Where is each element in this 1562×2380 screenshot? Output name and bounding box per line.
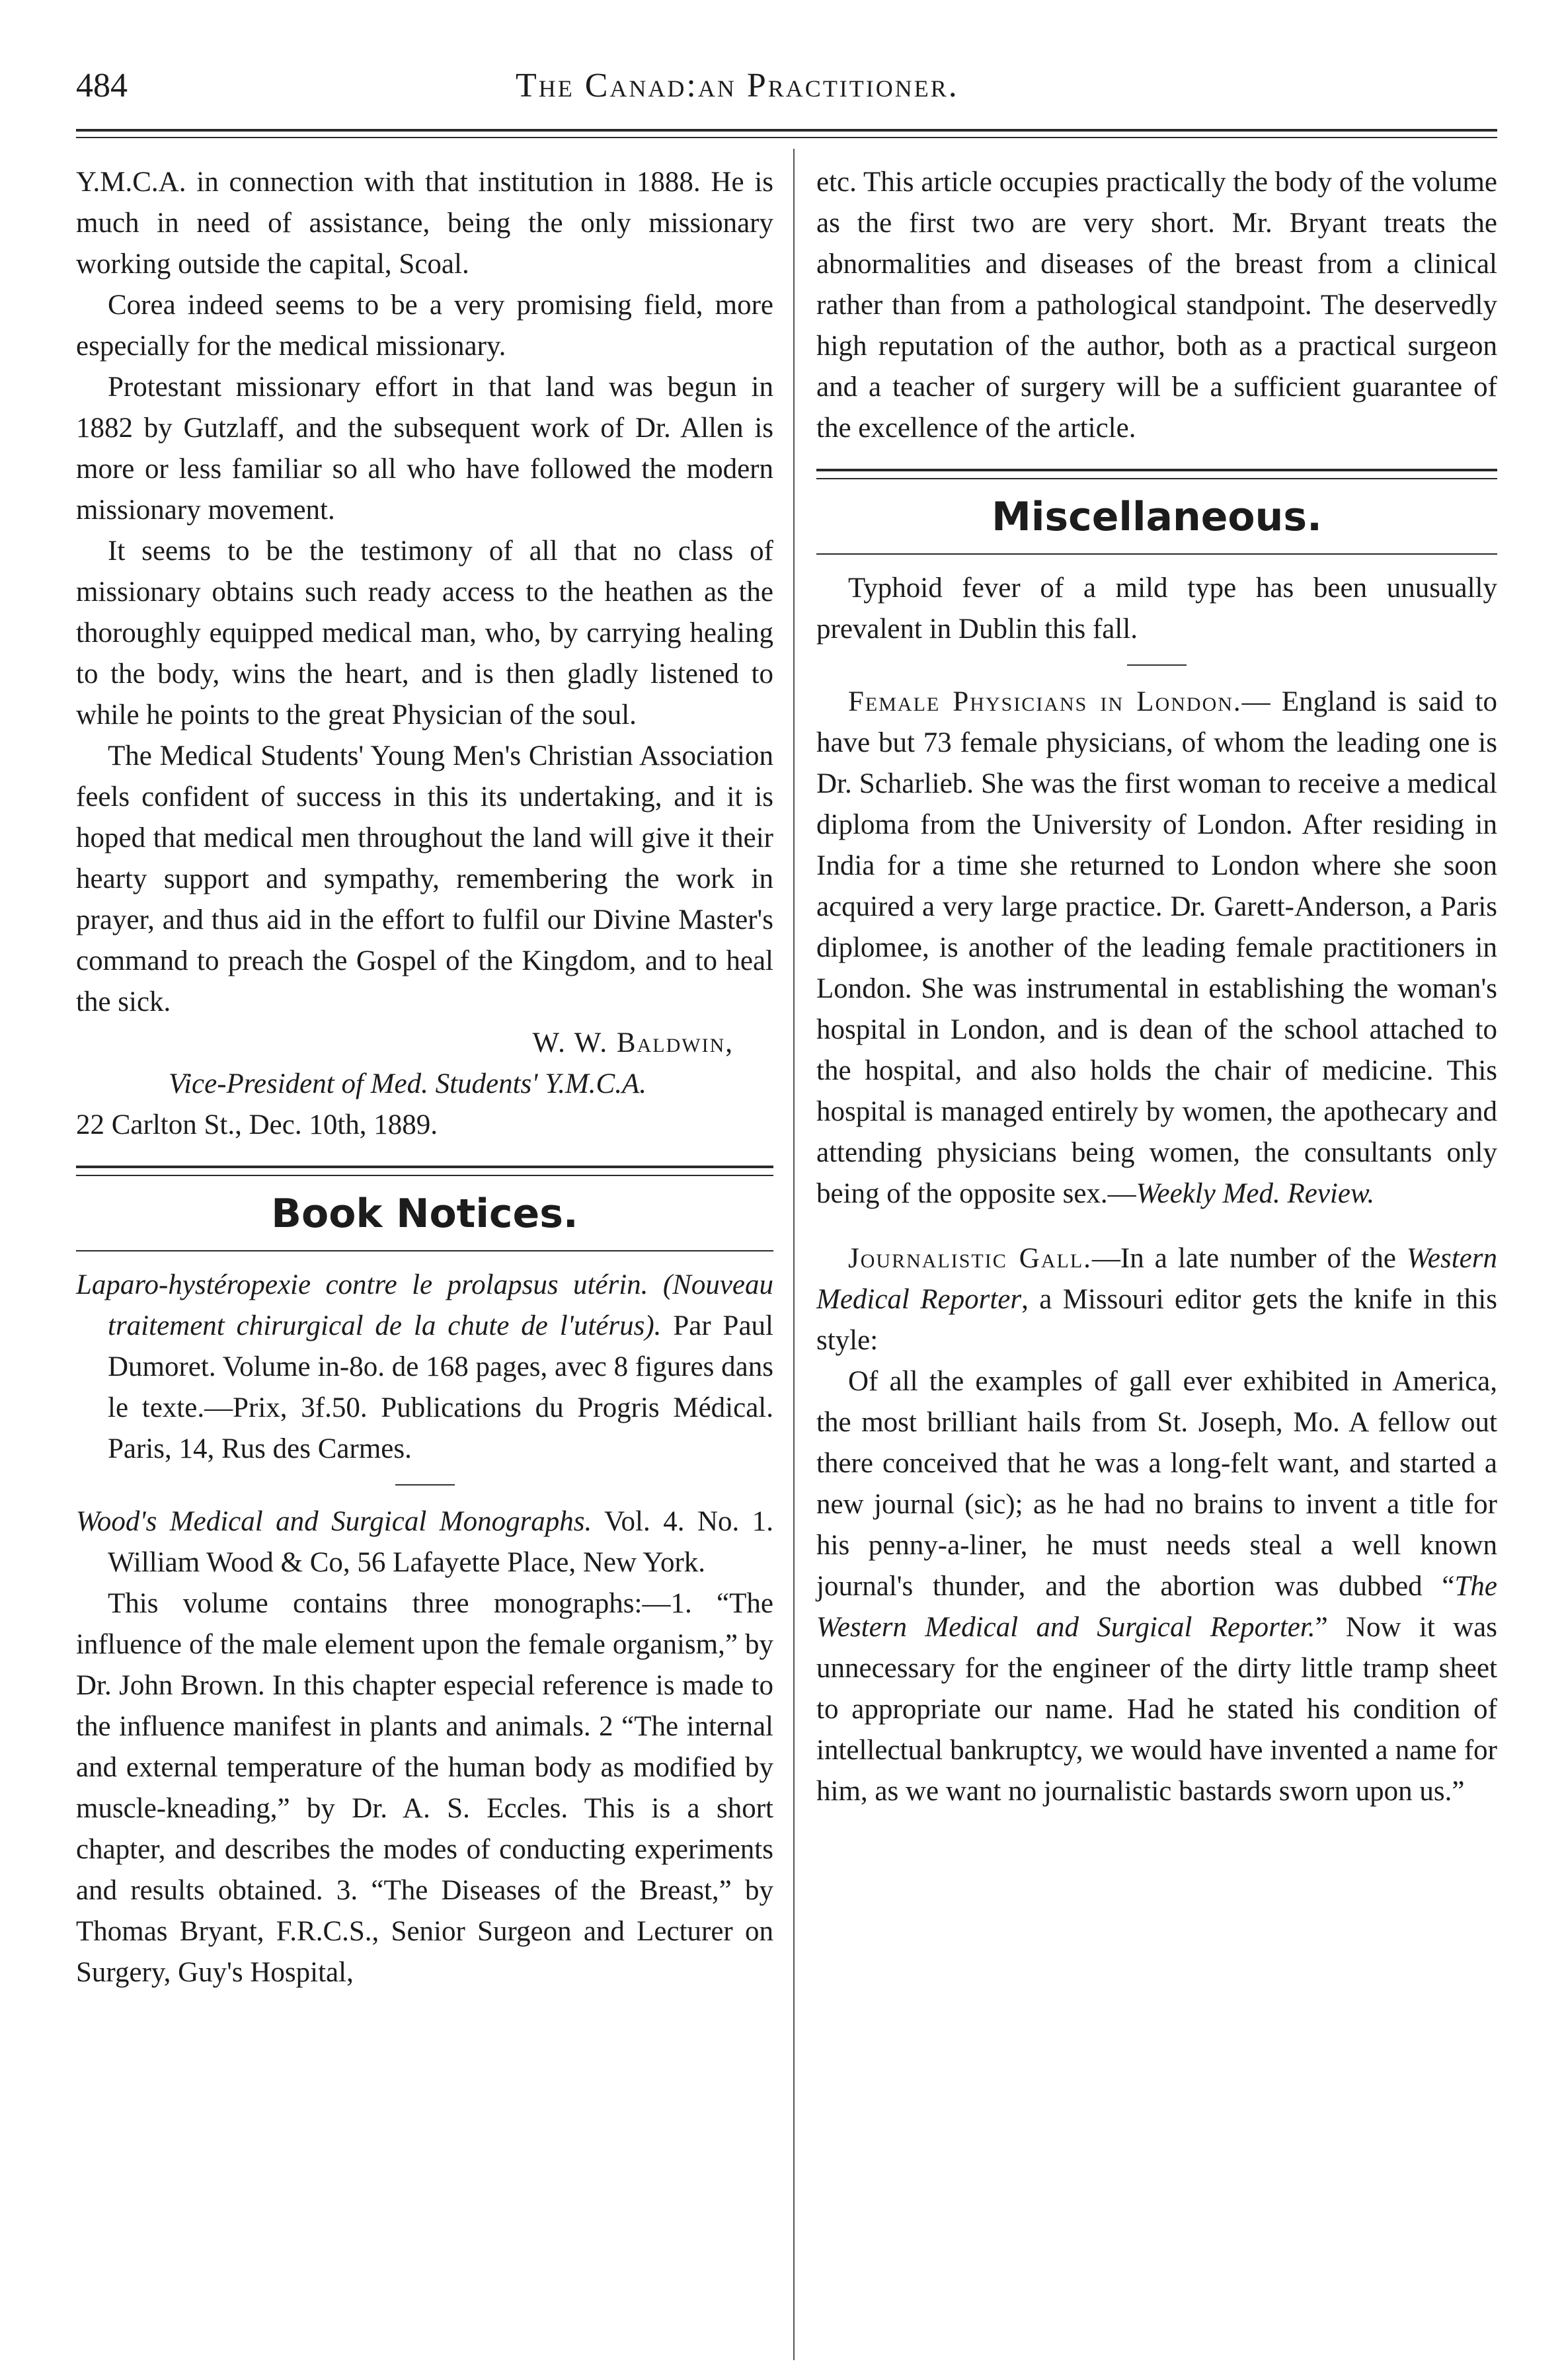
- separator-dash: [395, 1484, 455, 1486]
- misc-item-typhoid: Typhoid fever of a mild type has been unusually prevalent in Dublin this fall.: [816, 573, 1497, 645]
- item-source: Weekly Med. Review.: [1136, 1178, 1375, 1209]
- book-notice-2: [76, 1501, 773, 1583]
- column-divider: [793, 149, 795, 2360]
- left-column: [76, 162, 773, 1993]
- misc-item-journalistic-gall: [816, 1238, 1497, 1361]
- heading-underline: [76, 1250, 773, 1251]
- miscellaneous-heading: Miscellaneous.: [992, 494, 1322, 540]
- heading-underline: [816, 553, 1497, 555]
- quoted-passage: [816, 1361, 1497, 1812]
- book-title: Laparo-hystéropexie contre le prolapsus utérin. (Nouveau traitement chirurgical de la chute de l'utérus).: [76, 1269, 773, 1341]
- item-body: —In a late number of the: [1091, 1243, 1407, 1274]
- header-rule: [76, 129, 1497, 132]
- book-notices-heading: Book Notices.: [271, 1191, 578, 1237]
- quote-text: Of all the examples of gall ever exhibited in America, the most brilliant hails from St. Joseph, Mo. A fellow out there conceived that he was a long-felt want, and started a new journal (sic); as he had no brains to invent a title for his penny-a-liner, he must needs steal a well known journal's thunder, and the abortion was dubbed “: [816, 1366, 1497, 1602]
- signature-address: 22 Carlton St., Dec. 10th, 1889.: [76, 1109, 438, 1140]
- right-column: [816, 162, 1497, 1812]
- paragraph: Y.M.C.A. in connection with that institution in 1888. He is much in need of assistance, being the only missionary working outside the capital, Scoal.: [76, 167, 773, 280]
- separator-dash: [1127, 664, 1187, 666]
- item-lead: Female Physicians in London.: [848, 686, 1242, 717]
- book-notice-1: [76, 1265, 773, 1470]
- misc-item-female-physicians: [816, 682, 1497, 1214]
- paragraph: It seems to be the testimony of all that no class of missionary obtains such ready access to the heathen as the thoroughly equipped medical man, who, by carrying healing to the body, wins the heart, and is then gladly listened to while he points to the great Physician of the soul.: [76, 536, 773, 731]
- section-rule: [816, 469, 1497, 479]
- running-title: The Canad:an Practitioner.: [516, 67, 959, 104]
- book-notice-2-body: This volume contains three monographs:—1. “The influence of the male element upon the female organism,” by Dr. John Brown. In this chapter especial reference is made to the influence manifest in plants and animals. 2 “The internal and external temperature of the human body as modified by muscle-kneading,” by Dr. A. S. Eccles. This is a short chapter, and describes the modes of conducting experiments and results obtained. 3. “The Diseases of the Breast,” by Thomas Bryant, F.R.C.S., Senior Surgeon and Lecturer on Surgery, Guy's Hospital,: [76, 1588, 773, 1988]
- paragraph: The Medical Students' Young Men's Christian Association feels confident of success in this its undertaking, and it is hoped that medical men throughout the land will give it their hearty support and sympathy, remembering the work in prayer, and thus aid in the effort to fulfil our Divine Master's command to preach the Gospel of the Kingdom, and to heal the sick.: [76, 740, 773, 1017]
- header-rule-thin: [76, 137, 1497, 138]
- book-details: Vol. 4. No. 1. William Wood & Co, 56 Lafayette Place, New York.: [108, 1506, 773, 1578]
- book-title: Wood's Medical and Surgical Monographs.: [76, 1506, 592, 1537]
- paragraph: Corea indeed seems to be a very promising field, more especially for the medical missionary.: [76, 290, 773, 362]
- quote-title: The Western Medical and Surgical Reporter.: [816, 1571, 1497, 1643]
- item-body: — England is said to have but 73 female physicians, of whom the leading one is Dr. Scharlieb. She was the first woman to receive a medical diploma from the University of London. After residing in India for a time she returned to London where she soon acquired a very large practice. Dr. Garett-Anderson, a Paris diplomee, is another of the leading female practitioners in London. She was instrumental in establishing the woman's hospital in London, and is dean of the school attached to the hospital, and also holds the chair of medicine. This hospital is managed entirely by women, the apothecary and attending physicians being women, the consultants only being of the opposite sex.—: [816, 686, 1497, 1209]
- continuation-paragraph: etc. This article occupies practically the body of the volume as the first two are very short. Mr. Bryant treats the abnormalities and diseases of the breast from a clinical rather than from a pathological standpoint. The deservedly high reputation of the author, both as a practical surgeon and a teacher of surgery will be a sufficient guarantee of the excellence of the article.: [816, 167, 1497, 444]
- page-number: 484: [76, 67, 128, 104]
- quote-text: ” Now it was unnecessary for the engineer of the dirty little tramp sheet to appropriate our name. Had he stated his condition of intellectual bankruptcy, we would have invented a name for him, as we want no journalistic bastards sworn upon us.”: [816, 1612, 1497, 1807]
- book-details: Par Paul Dumoret. Volume in-8o. de 168 pages, avec 8 figures dans le texte.—Prix, 3f.50. Publications du Progris Médical. Paris, 14, Rus des Carmes.: [108, 1310, 774, 1464]
- signature-name: W. W. Baldwin,: [532, 1027, 734, 1058]
- item-body: , a Missouri editor gets the knife in this style:: [816, 1284, 1497, 1356]
- signature-title: Vice-President of Med. Students' Y.M.C.A.: [169, 1068, 646, 1099]
- journal-name: Western Medical Reporter: [816, 1243, 1497, 1315]
- section-rule: [76, 1166, 773, 1176]
- page-header: [76, 63, 1497, 109]
- spacer: [816, 1214, 1497, 1238]
- item-lead: Journalistic Gall.: [848, 1243, 1092, 1274]
- paragraph: Protestant missionary effort in that land was begun in 1882 by Gutzlaff, and the subsequent work of Dr. Allen is more or less familiar so all who have followed the modern missionary movement.: [76, 372, 773, 526]
